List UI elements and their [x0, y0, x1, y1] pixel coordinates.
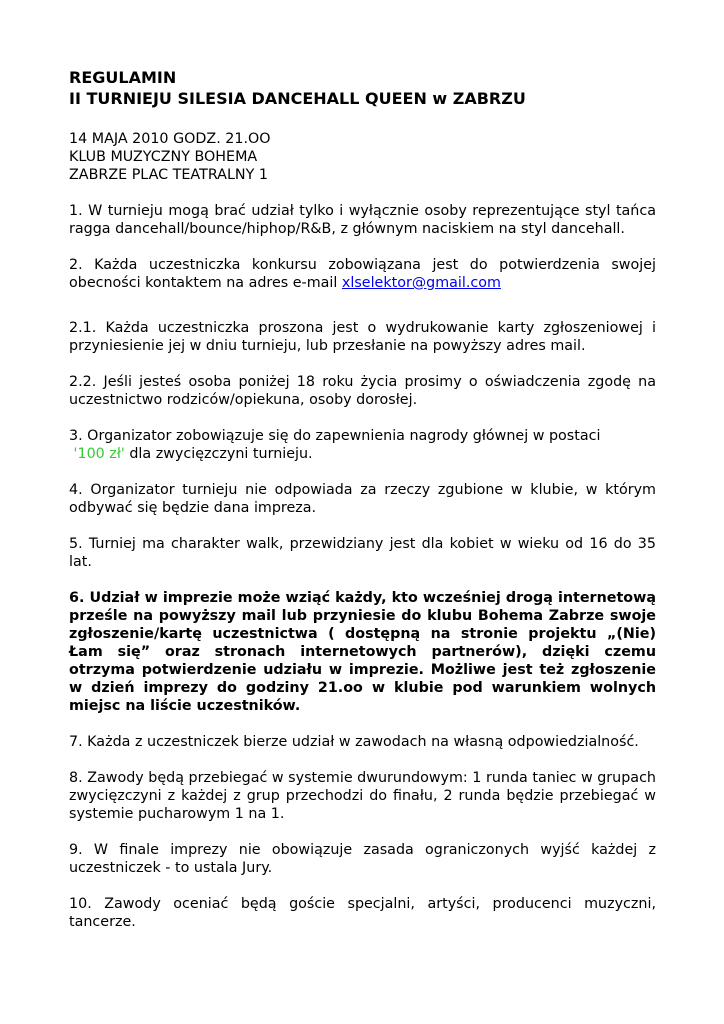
- title-line-2: II TURNIEJU SILESIA DANCEHALL QUEEN w ZABRZU: [69, 89, 526, 108]
- document-title: [69, 67, 656, 109]
- rule-9: 9. W finale imprezy nie obowiązuje zasada ograniczonych wyjść każdej z uczestniczek - to ustala Jury.: [69, 842, 656, 876]
- rule-3-line-2: [69, 445, 656, 463]
- event-info: [69, 130, 656, 184]
- rule-4: 4. Organizator turnieju nie odpowiada za rzeczy zgubione w klubie, w którym odbywać się będzie dana impreza.: [69, 482, 656, 516]
- event-address: ZABRZE PLAC TEATRALNY 1: [69, 167, 268, 183]
- event-date: 14 MAJA 2010 GODZ. 21.OO: [69, 131, 271, 147]
- rule-2-2: 2.2. Jeśli jesteś osoba poniżej 18 roku życia prosimy o oświadczenia zgodę na uczestnictwo rodziców/opiekuna, osoby dorosłej.: [69, 374, 656, 408]
- rule-3-line-1: 3. Organizator zobowiązuje się do zapewnienia nagrody głównej w postaci: [69, 428, 601, 444]
- rule-3: [69, 427, 656, 463]
- event-venue: KLUB MUZYCZNY BOHEMA: [69, 149, 258, 165]
- rule-7: 7. Każda z uczestniczek bierze udział w zawodach na własną odpowiedzialność.: [69, 734, 639, 750]
- rule-10: 10. Zawody oceniać będą goście specjalni, artyści, producenci muzyczni, tancerze.: [69, 896, 656, 930]
- rule-2: [69, 256, 656, 292]
- rule-5: 5. Turniej ma charakter walk, przewidziany jest dla kobiet w wieku od 16 do 35 lat.: [69, 536, 656, 570]
- prize-amount: '100 zł': [73, 446, 125, 462]
- rule-3-rest: dla zwycięzczyni turnieju.: [124, 446, 313, 462]
- rule-2-1: 2.1. Każda uczestniczka proszona jest o wydrukowanie karty zgłoszeniowej i przyniesienie jej w dniu turnieju, lub przesłanie na powyższy adres mail.: [69, 320, 656, 354]
- rule-6: 6. Udział w imprezie może wziąć każdy, kto wcześniej drogą internetową prześle na powyższy mail lub przyniesie do klubu Bohema Zabrze swoje zgłoszenie/kartę uczestnictwa ( dostępną na stronie projektu „(Nie) Łam się” oraz stronach internetowych partnerów), dzięki czemu otrzyma potwierdzenie udziału w imprezie. Możliwe jest też zgłoszenie w dzień imprezy do godziny 21.oo w klubie pod warunkiem wolnych miejsc na liście uczestników.: [69, 590, 656, 714]
- rule-2-text: 2. Każda uczestniczka konkursu zobowiązana jest do potwierdzenia swojej obecności kontaktem na adres e-mail: [69, 257, 656, 291]
- title-line-1: REGULAMIN: [69, 68, 177, 87]
- email-link[interactable]: xlselektor@gmail.com: [341, 275, 501, 291]
- rule-1: 1. W turnieju mogą brać udział tylko i wyłącznie osoby reprezentujące styl tańca ragga dancehall/bounce/hiphop/R&B, z głównym naciskiem na styl dancehall.: [69, 203, 656, 237]
- document-page: [69, 67, 656, 931]
- rule-8: 8. Zawody będą przebiegać w systemie dwurundowym: 1 runda taniec w grupach zwycięzczyni z każdej z grup przechodzi do finału, 2 runda będzie przebiegać w systemie pucharowym 1 na 1.: [69, 770, 656, 822]
